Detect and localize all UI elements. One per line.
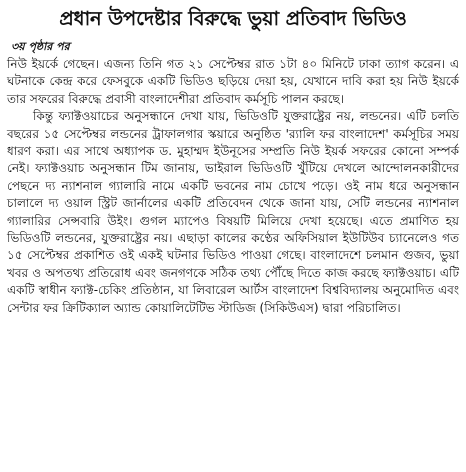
continuation-note: ৩য় পৃষ্ঠার পর <box>11 40 70 53</box>
article-headline: প্রধান উপদেষ্টার বিরুদ্ধে ভুয়া প্রতিবাদ ভিডিও <box>59 7 407 30</box>
article-paragraph-1: নিউ ইয়র্কে গেছেন। এজন্য তিনি গত ২১ সেপ্টেম্বর রাত ১টা ৪০ মিনিটে ঢাকা ত্যাগ করেন। এ ঘটনাকে কেন্দ্র করে ফেসবুকে একটি ভিডিও ছড়িয়ে দেয়া হয়, যেখানে দাবি করা হয় নিউ ইয়র্কে তার সফরের বিরুদ্ধে প্রবাসী বাংলাদেশীরা প্রতিবাদ কর্মসূচি পালন করছে। <box>7 57 459 106</box>
article-paragraph-2: কিন্তু ফ্যাক্টওয়াচের অনুসন্ধানে দেখা যায়, ভিডিওটি যুক্তরাষ্ট্রের নয়, লন্ডনের। এটি চলতি বছরের ১৫ সেপ্টেম্বর লন্ডনের ট্রাফালগার স্কয়ারে অনুষ্ঠিত 'র‍্যালি ফর বাংলাদেশ' কর্মসূচির সময় ধারণ করা। এর সাথে অধ্যাপক ড. মুহাম্মদ ইউনূসের সম্প্রতি নিউ ইয়র্ক সফরের কোনো সম্পর্ক নেই। ফ্যাক্টওয়াচ অনুসন্ধান টিম জানায়, ভাইরাল ভিডিওটি খুঁটিয়ে দেখলে আন্দোলনকারীদের পেছনে দ্য ন্যাশনাল গ্যালারি নামে একটি ভবনের নাম চোখে পড়ে। ওই নাম ধরে অনুসন্ধান চালালে দ্য ওয়াল স্ট্রিট জার্নালের একটি প্রতিবেদন থেকে জানা যায়, সেটি লন্ডনের ন্যাশনাল গ্যালারির সেন্সবারি উইং। গুগল ম্যাপেও বিষয়টি মিলিয়ে দেখা হয়েছে। এতে প্রমাণিত হয় ভিডিওটি লন্ডনের, যুক্তরাষ্ট্রের নয়। এছাড়া কালের কণ্ঠের অফিসিয়াল ইউটিউব চ্যানেলেও গত ১৫ সেপ্টেম্বর প্রকাশিত ওই একই ঘটনার ভিডিও পাওয়া গেছে। বাংলাদেশে চলমান গুজব, ভুয়া খবর ও অপতথ্য প্রতিরোধ এবং জনগণকে সঠিক তথ্য পৌঁছে দিতে কাজ করছে ফ্যাক্টওয়াচ। এটি একটি স্বাধীন ফ্যাক্ট-চেকিং প্রতিষ্ঠান, যা লিবারেল আর্টস বাংলাদেশ বিশ্ববিদ্যালয় অনুমোদিত এবং সেন্টার ফর ক্রিটিক্যাল অ্যান্ড কোয়ালিটেটিভ স্টাডিজ (সিকিউএস) দ্বারা পরিচালিত। <box>7 109 459 315</box>
article-body <box>7 56 459 317</box>
